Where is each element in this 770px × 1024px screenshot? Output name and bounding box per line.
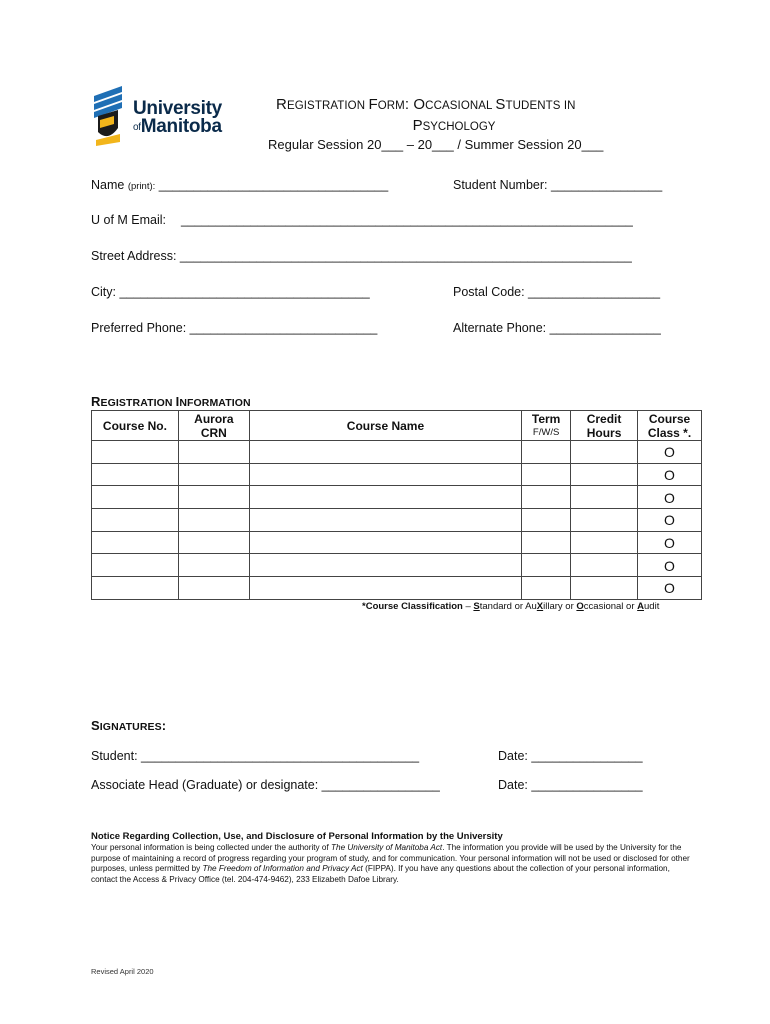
student-date-field[interactable]: Date: ________________ xyxy=(498,749,643,763)
crn-cell[interactable] xyxy=(178,531,249,554)
signatures-heading: SIGNATURES: xyxy=(91,718,167,733)
crn-cell[interactable] xyxy=(178,509,249,532)
course-name-cell[interactable] xyxy=(249,509,521,532)
class-option[interactable]: O xyxy=(638,463,702,486)
postal-code-field[interactable]: Postal Code: ___________________ xyxy=(453,285,661,299)
term-cell[interactable] xyxy=(522,486,571,509)
credit-cell[interactable] xyxy=(571,441,638,464)
course-no-cell[interactable] xyxy=(92,554,179,577)
term-cell[interactable] xyxy=(522,509,571,532)
table-row xyxy=(92,463,702,486)
credit-cell[interactable] xyxy=(571,509,638,532)
crn-cell[interactable] xyxy=(178,577,249,600)
course-name-cell[interactable] xyxy=(249,577,521,600)
street-address-field[interactable]: Street Address: _________________________________________________________________ xyxy=(91,249,632,263)
term-cell[interactable] xyxy=(522,531,571,554)
table-row xyxy=(92,441,702,464)
class-option[interactable]: O xyxy=(638,531,702,554)
course-no-cell[interactable] xyxy=(92,441,179,464)
col-aurora-crn: Aurora CRN xyxy=(178,411,249,441)
class-option[interactable]: O xyxy=(638,509,702,532)
course-no-cell[interactable] xyxy=(92,463,179,486)
col-course-class: Course Class *. xyxy=(638,411,702,441)
course-no-cell[interactable] xyxy=(92,531,179,554)
credit-cell[interactable] xyxy=(571,463,638,486)
term-cell[interactable] xyxy=(522,441,571,464)
form-title-line1: REGISTRATION FORM: OCCASIONAL STUDENTS IN xyxy=(276,96,576,113)
course-no-cell[interactable] xyxy=(92,577,179,600)
name-field[interactable]: Name (print): _________________________________ xyxy=(91,178,389,192)
class-option[interactable]: O xyxy=(638,486,702,509)
crn-cell[interactable] xyxy=(178,554,249,577)
class-option[interactable]: O xyxy=(638,441,702,464)
table-row xyxy=(92,486,702,509)
logo-wordmark-manitoba: ofManitoba xyxy=(133,116,222,137)
table-header-row xyxy=(92,411,702,441)
associate-head-date-field[interactable]: Date: ________________ xyxy=(498,778,643,792)
col-term: Term F/W/S xyxy=(522,411,571,441)
alternate-phone-field[interactable]: Alternate Phone: ________________ xyxy=(453,321,661,335)
credit-cell[interactable] xyxy=(571,531,638,554)
city-field[interactable]: City: ____________________________________ xyxy=(91,285,370,299)
col-course-name: Course Name xyxy=(249,411,521,441)
col-credit-hours: Credit Hours xyxy=(571,411,638,441)
class-option[interactable]: O xyxy=(638,554,702,577)
logo-wordmark-university: University xyxy=(133,98,222,119)
student-number-field[interactable]: Student Number: ________________ xyxy=(453,178,663,192)
privacy-notice-body: Your personal information is being collected under the authority of The University of Manitoba Act. The information you provide will be used by the University for the purpose of maintaining a record of progress regarding your program of study, and for communication. Your personal information will not be used or disclosed for other purposes, unless permitted by The Freedom of Information and Privacy Act (FIPPA). If you have any questions about the collection of your personal information, contact the Access & Privacy Office (tel. 204-474-9462), 233 Elizabeth Dafoe Library. xyxy=(91,843,690,884)
form-title-line2: PSYCHOLOGY xyxy=(412,117,496,134)
crest-icon xyxy=(94,86,122,146)
registration-table xyxy=(91,410,702,600)
session-line[interactable]: Regular Session 20___ – 20___ / Summer Session 20___ xyxy=(268,137,604,152)
credit-cell[interactable] xyxy=(571,486,638,509)
course-name-cell[interactable] xyxy=(249,531,521,554)
crn-cell[interactable] xyxy=(178,441,249,464)
registration-heading: REGISTRATION INFORMATION xyxy=(91,394,251,409)
term-cell[interactable] xyxy=(522,577,571,600)
revision-date: Revised April 2020 xyxy=(91,967,154,976)
associate-head-signature-field[interactable]: Associate Head (Graduate) or designate: _________________ xyxy=(91,778,440,792)
course-name-cell[interactable] xyxy=(249,441,521,464)
table-row xyxy=(92,509,702,532)
term-cell[interactable] xyxy=(522,554,571,577)
table-row xyxy=(92,577,702,600)
crn-cell[interactable] xyxy=(178,486,249,509)
course-classification-note: *Course Classification – Standard or AuXillary or Occasional or Audit xyxy=(362,601,660,612)
table-row xyxy=(92,531,702,554)
crn-cell[interactable] xyxy=(178,463,249,486)
course-name-cell[interactable] xyxy=(249,463,521,486)
course-name-cell[interactable] xyxy=(249,554,521,577)
email-label: U of M Email: xyxy=(91,213,167,227)
credit-cell[interactable] xyxy=(571,554,638,577)
preferred-phone-field[interactable]: Preferred Phone: ___________________________ xyxy=(91,321,378,335)
course-no-cell[interactable] xyxy=(92,509,179,532)
privacy-notice-title: Notice Regarding Collection, Use, and Disclosure of Personal Information by the University xyxy=(91,831,503,842)
table-row xyxy=(92,554,702,577)
term-cell[interactable] xyxy=(522,463,571,486)
student-signature-field[interactable]: Student: ________________________________________ xyxy=(91,749,420,763)
course-no-cell[interactable] xyxy=(92,486,179,509)
email-field[interactable]: _________________________________________________________________ xyxy=(181,213,633,227)
credit-cell[interactable] xyxy=(571,577,638,600)
class-option[interactable]: O xyxy=(638,577,702,600)
col-course-no: Course No. xyxy=(92,411,179,441)
course-name-cell[interactable] xyxy=(249,486,521,509)
